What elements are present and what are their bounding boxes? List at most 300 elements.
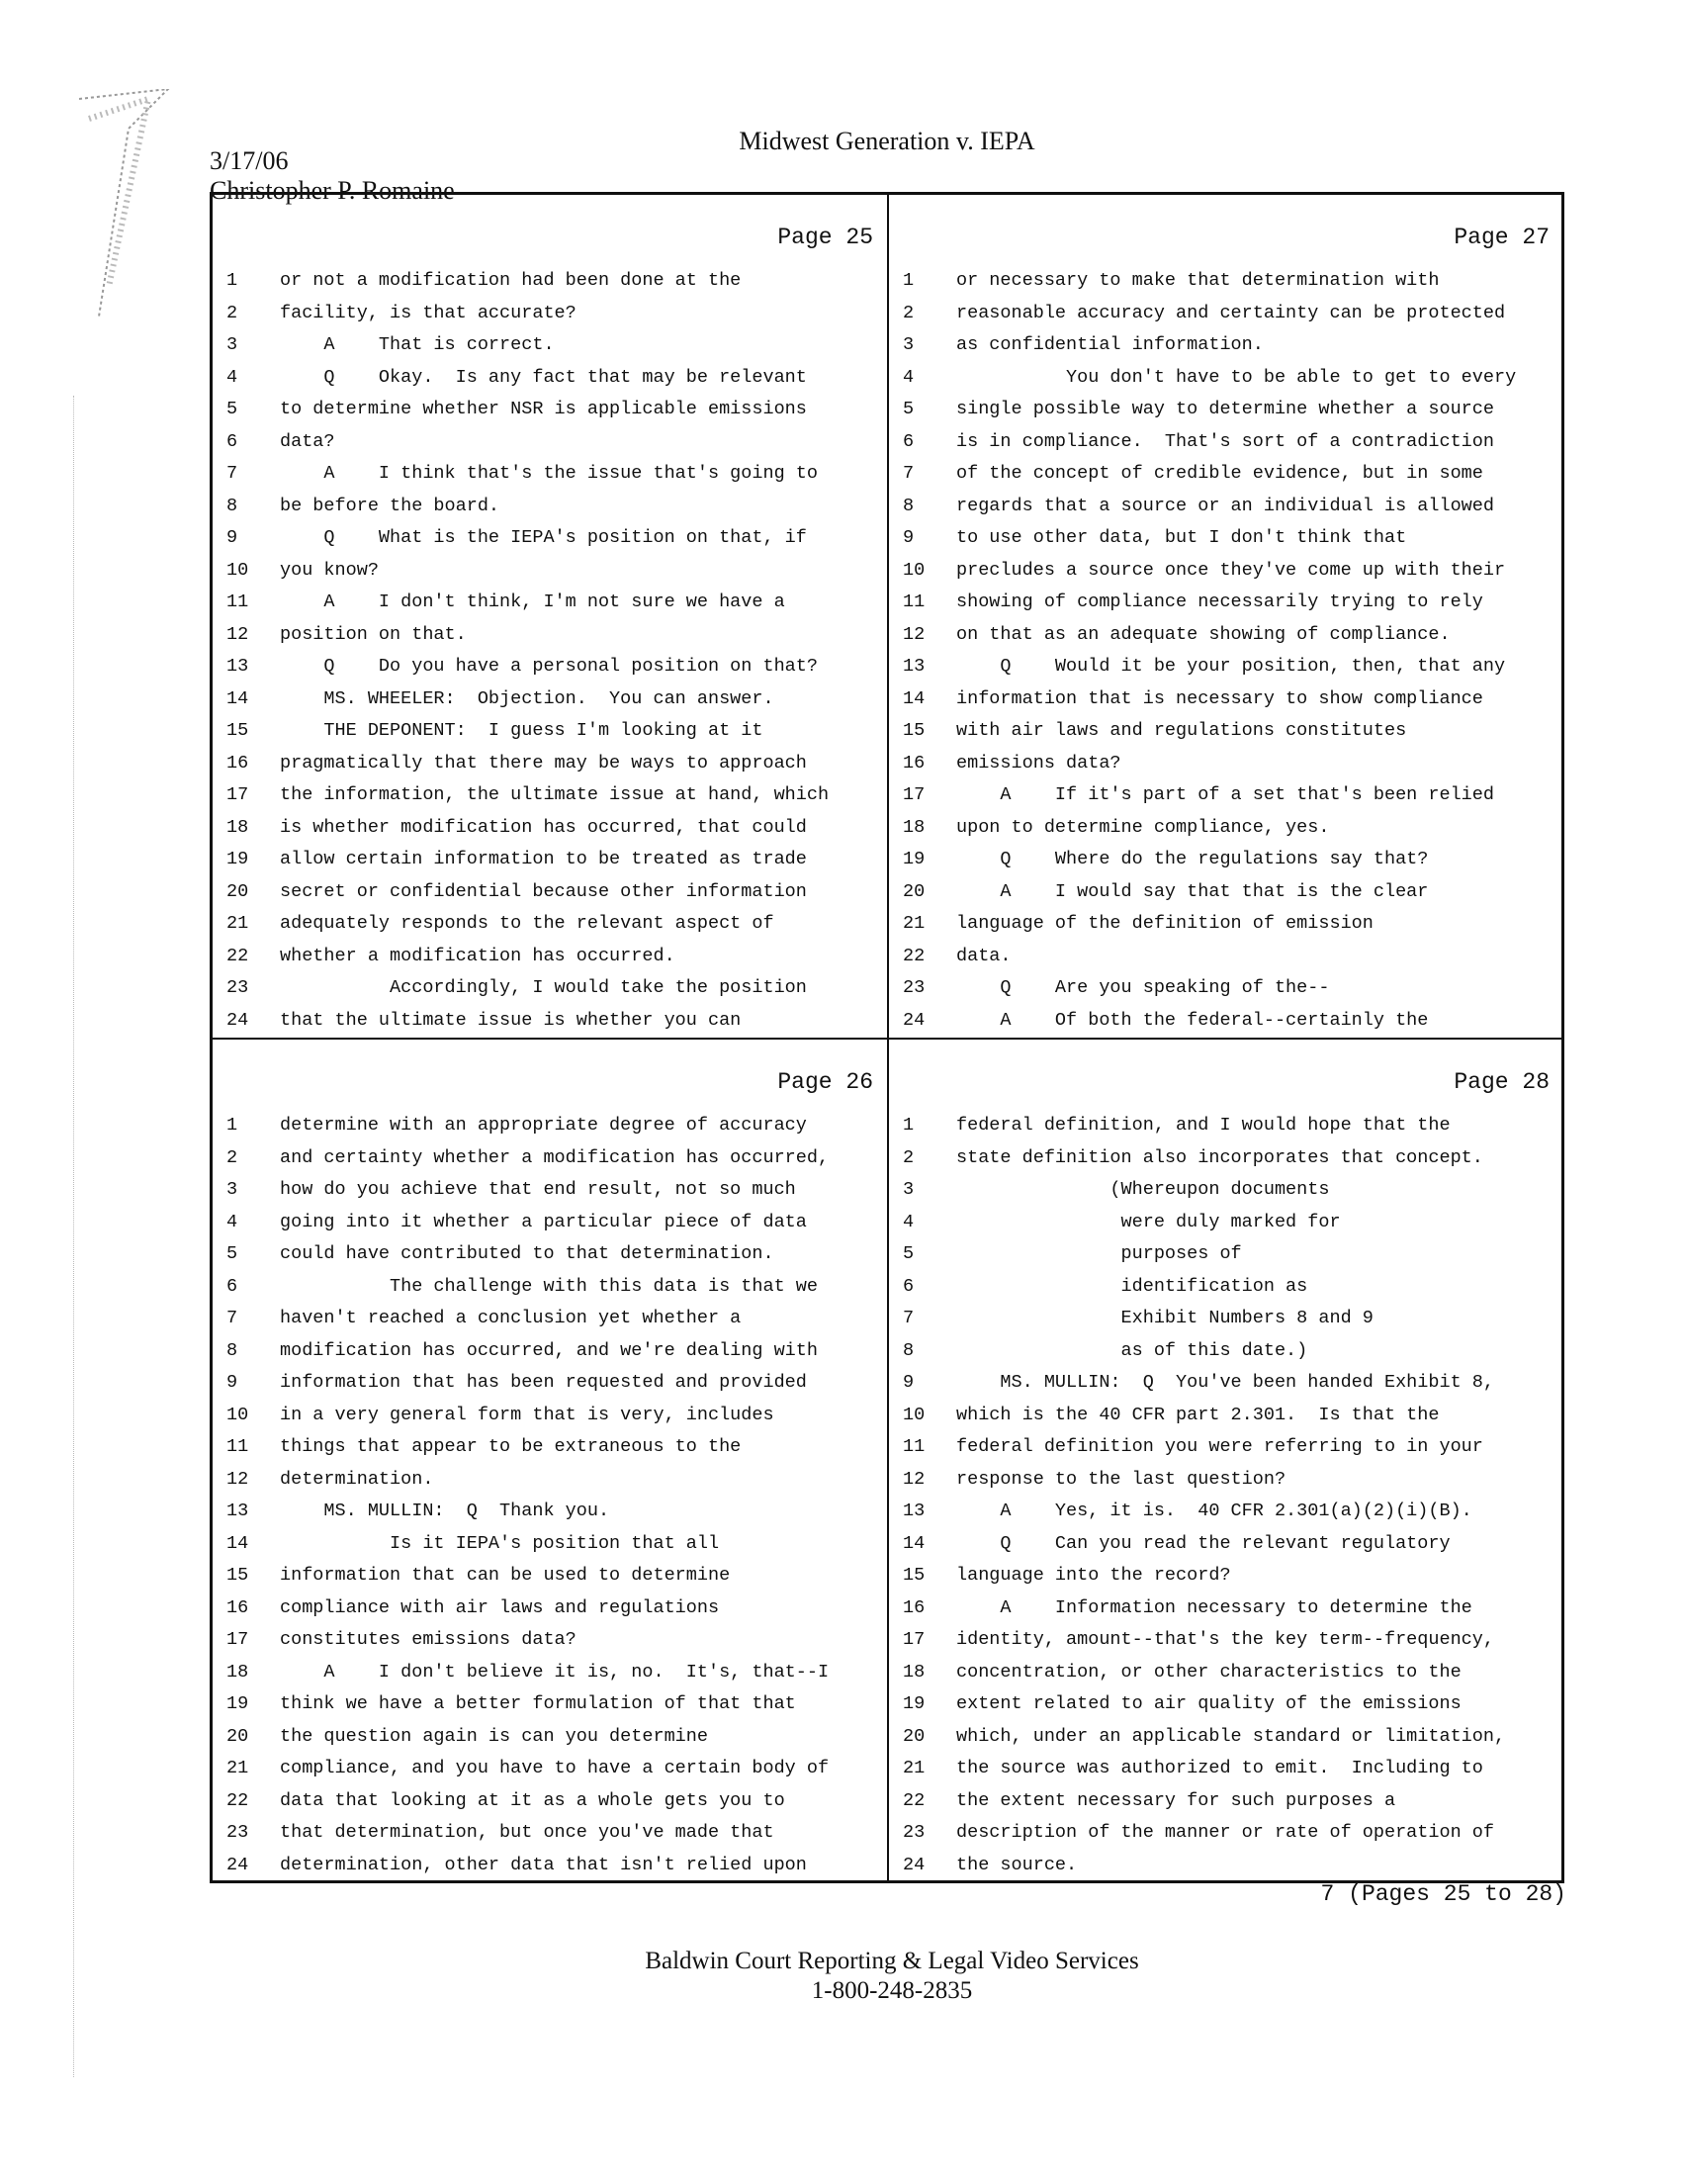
line-text: (Whereupon documents	[956, 1179, 1330, 1200]
transcript-line	[213, 946, 887, 978]
transcript-page-26	[213, 1040, 887, 1882]
header-date: 3/17/06	[210, 146, 289, 175]
line-number: 22	[226, 1789, 249, 1811]
transcript-line	[889, 1565, 1563, 1597]
line-number: 23	[903, 1822, 926, 1843]
line-number: 24	[903, 1854, 926, 1875]
line-text: information that has been requested and provided	[280, 1372, 807, 1393]
transcript-line	[213, 913, 887, 946]
line-text: haven't reached a conclusion yet whether a	[280, 1308, 742, 1328]
transcript-line	[889, 1501, 1563, 1533]
line-number: 16	[903, 1596, 926, 1618]
transcript-line	[213, 1726, 887, 1759]
page-label: Page 25	[777, 225, 873, 250]
transcript-line	[213, 399, 887, 431]
line-text: to determine whether NSR is applicable emissions	[280, 399, 807, 419]
line-number: 23	[226, 1822, 249, 1843]
transcript-line	[889, 1629, 1563, 1662]
line-text: A I think that's the issue that's going to	[280, 463, 818, 484]
line-text: A If it's part of a set that's been relied	[956, 784, 1494, 805]
line-number: 20	[226, 1725, 249, 1747]
transcript-page-28	[889, 1040, 1563, 1882]
transcript-line	[889, 560, 1563, 592]
transcript-line	[889, 1726, 1563, 1759]
line-text: THE DEPONENT: I guess I'm looking at it	[280, 720, 763, 741]
transcript-line	[213, 1243, 887, 1276]
line-text: determine with an appropriate degree of accuracy	[280, 1115, 807, 1136]
transcript-line	[213, 1147, 887, 1180]
transcript-line	[889, 431, 1563, 464]
transcript-line	[213, 1758, 887, 1790]
line-number: 3	[903, 334, 915, 355]
line-number: 10	[226, 1404, 249, 1425]
page-label: Page 28	[1454, 1069, 1550, 1095]
line-text: state definition also incorporates that concept.	[956, 1146, 1483, 1168]
transcript-line	[213, 560, 887, 592]
line-number: 17	[226, 784, 249, 805]
line-text: MS. WHEELER: Objection. You can answer.	[280, 687, 774, 709]
line-number: 18	[903, 816, 926, 838]
transcript-line	[889, 592, 1563, 624]
transcript-line	[889, 624, 1563, 657]
line-text: facility, is that accurate?	[280, 302, 576, 323]
transcript-page-25	[213, 195, 887, 1038]
line-number: 5	[226, 1243, 238, 1264]
line-text: MS. MULLIN: Q Thank you.	[280, 1501, 610, 1521]
line-number: 6	[903, 430, 915, 452]
line-text: data that looking at it as a whole gets you to	[280, 1789, 785, 1811]
line-text: language into the record?	[956, 1565, 1231, 1586]
line-text: the source.	[956, 1854, 1078, 1875]
line-number: 6	[226, 1275, 238, 1297]
footer-phone: 1-800-248-2835	[811, 1977, 973, 2004]
transcript-line	[889, 881, 1563, 914]
line-text: Q Can you read the relevant regulatory	[956, 1532, 1451, 1554]
page-lines	[889, 270, 1563, 1042]
transcript-line	[213, 1790, 887, 1823]
line-number: 21	[903, 1758, 926, 1778]
line-text: as confidential information.	[956, 334, 1264, 355]
line-number: 18	[903, 1661, 926, 1683]
transcript-line	[213, 977, 887, 1010]
line-number: 11	[226, 592, 249, 612]
footer-company: Baldwin Court Reporting & Legal Video Services	[645, 1948, 1139, 1974]
transcript-line	[213, 1629, 887, 1662]
transcript-line	[889, 1276, 1563, 1309]
transcript-line	[213, 1276, 887, 1309]
line-number: 14	[903, 1532, 926, 1554]
line-text: in a very general form that is very, includes	[280, 1404, 774, 1425]
transcript-line	[889, 913, 1563, 946]
scan-edge-dots	[73, 396, 78, 2077]
header-case-title: Midwest Generation v. IEPA	[739, 127, 1035, 155]
transcript-line	[889, 270, 1563, 303]
line-number: 3	[903, 1179, 915, 1200]
transcript-line	[213, 592, 887, 624]
transcript-line	[889, 1533, 1563, 1566]
line-number: 19	[226, 849, 249, 869]
transcript-line	[213, 431, 887, 464]
transcript-line	[213, 1662, 887, 1694]
transcript-line	[889, 527, 1563, 560]
line-number: 19	[226, 1693, 249, 1714]
transcript-line	[213, 1372, 887, 1405]
line-number: 2	[226, 302, 238, 323]
line-number: 17	[903, 784, 926, 805]
line-text: that determination, but once you've made that	[280, 1822, 774, 1843]
line-text: MS. MULLIN: Q You've been handed Exhibit 8,	[956, 1372, 1494, 1393]
line-number: 2	[903, 1146, 915, 1168]
transcript-line	[213, 1565, 887, 1597]
line-text: and certainty whether a modification has occurred,	[280, 1146, 830, 1168]
line-number: 13	[903, 1501, 926, 1521]
transcript-line	[889, 1308, 1563, 1340]
line-text: Q Would it be your position, then, that any	[956, 656, 1506, 677]
scan-artifact-mark	[69, 89, 178, 326]
transcript-line	[213, 496, 887, 528]
transcript-line	[213, 270, 887, 303]
transcript-line	[889, 1758, 1563, 1790]
line-number: 23	[226, 977, 249, 998]
line-number: 19	[903, 849, 926, 869]
line-number: 24	[903, 1009, 926, 1031]
page-lines	[889, 1115, 1563, 1886]
line-number: 15	[226, 1565, 249, 1586]
transcript-line	[213, 656, 887, 688]
transcript-line	[213, 463, 887, 496]
line-text: with air laws and regulations constitutes	[956, 720, 1407, 741]
line-text: single possible way to determine whether a source	[956, 399, 1494, 419]
line-text: allow certain information to be treated as trade	[280, 849, 807, 869]
line-text: federal definition, and I would hope that the	[956, 1115, 1451, 1136]
line-text: A Of both the federal--certainly the	[956, 1009, 1429, 1031]
line-number: 11	[903, 1436, 926, 1457]
transcript-line	[889, 496, 1563, 528]
transcript-line	[889, 1372, 1563, 1405]
transcript-line	[889, 784, 1563, 817]
line-number: 15	[903, 720, 926, 741]
line-text: A Yes, it is. 40 CFR 2.301(a)(2)(i)(B).	[956, 1501, 1472, 1521]
line-text: to use other data, but I don't think that	[956, 527, 1407, 548]
line-text: reasonable accuracy and certainty can be protected	[956, 302, 1506, 323]
page-label: Page 26	[777, 1069, 873, 1095]
line-text: The challenge with this data is that we	[280, 1275, 818, 1297]
line-number: 21	[903, 913, 926, 934]
line-text: compliance, and you have to have a certain body of	[280, 1758, 830, 1778]
transcript-line	[213, 817, 887, 850]
transcript-line	[889, 753, 1563, 785]
transcript-line	[889, 399, 1563, 431]
line-text: is in compliance. That's sort of a contradiction	[956, 430, 1494, 452]
line-text: A I don't believe it is, no. It's, that--I	[280, 1661, 830, 1683]
transcript-line	[889, 463, 1563, 496]
transcript-line	[889, 334, 1563, 367]
line-text: going into it whether a particular piece of data	[280, 1211, 807, 1232]
line-text: concentration, or other characteristics to the	[956, 1661, 1462, 1683]
line-number: 6	[226, 430, 238, 452]
transcript-line	[213, 527, 887, 560]
line-number: 17	[903, 1629, 926, 1650]
line-text: Q Are you speaking of the--	[956, 977, 1330, 998]
line-number: 23	[903, 977, 926, 998]
transcript-line	[889, 1662, 1563, 1694]
line-number: 9	[903, 1372, 915, 1393]
line-text: you know?	[280, 559, 379, 581]
line-text: be before the board.	[280, 495, 500, 516]
line-number: 12	[903, 1468, 926, 1490]
line-number: 1	[903, 1115, 915, 1136]
line-text: Is it IEPA's position that all	[280, 1532, 720, 1554]
line-text: the question again is can you determine	[280, 1725, 708, 1747]
line-text: response to the last question?	[956, 1468, 1286, 1490]
line-number: 1	[226, 1115, 238, 1136]
line-text: information that is necessary to show compliance	[956, 687, 1483, 709]
line-text: showing of compliance necessarily trying to rely	[956, 592, 1483, 612]
line-number: 3	[226, 334, 238, 355]
line-number: 15	[226, 720, 249, 741]
line-number: 22	[903, 945, 926, 966]
line-text: Q Do you have a personal position on that?	[280, 656, 818, 677]
transcript-line	[889, 1212, 1563, 1244]
line-text: whether a modification has occurred.	[280, 945, 675, 966]
line-number: 14	[903, 687, 926, 709]
line-number: 21	[226, 913, 249, 934]
transcript-line	[213, 1501, 887, 1533]
line-number: 12	[226, 1468, 249, 1490]
line-text: data?	[280, 430, 335, 452]
line-number: 24	[226, 1009, 249, 1031]
transcript-line	[213, 1822, 887, 1855]
line-text: things that appear to be extraneous to the	[280, 1436, 742, 1457]
line-number: 20	[903, 1725, 926, 1747]
line-number: 5	[903, 1243, 915, 1264]
transcript-line	[213, 1855, 887, 1887]
line-text: Q Okay. Is any fact that may be relevant	[280, 366, 807, 388]
transcript-line	[889, 367, 1563, 400]
header-witness: Christopher P. Romaine	[210, 176, 455, 205]
line-text: federal definition you were referring to in your	[956, 1436, 1483, 1457]
transcript-line	[889, 1597, 1563, 1630]
line-text: A That is correct.	[280, 334, 555, 355]
line-text: is whether modification has occurred, that could	[280, 816, 807, 838]
line-text: Q What is the IEPA's position on that, if	[280, 527, 807, 548]
transcript-line	[213, 303, 887, 335]
line-number: 13	[226, 656, 249, 677]
transcript-line	[213, 1693, 887, 1726]
line-text: information that can be used to determine	[280, 1565, 731, 1586]
transcript-line	[889, 817, 1563, 850]
line-text: extent related to air quality of the emissions	[956, 1693, 1462, 1714]
line-text: or not a modification had been done at the	[280, 270, 742, 291]
line-number: 2	[226, 1146, 238, 1168]
line-number: 5	[226, 399, 238, 419]
line-text: that the ultimate issue is whether you can	[280, 1009, 742, 1031]
transcript-line	[889, 1010, 1563, 1043]
line-number: 15	[903, 1565, 926, 1586]
line-text: A I don't think, I'm not sure we have a	[280, 592, 785, 612]
line-number: 13	[903, 656, 926, 677]
line-text: pragmatically that there may be ways to approach	[280, 752, 807, 774]
transcript-line	[213, 1533, 887, 1566]
line-number: 19	[903, 1693, 926, 1714]
line-number: 1	[226, 270, 238, 291]
line-number: 18	[226, 816, 249, 838]
line-number: 10	[903, 1404, 926, 1425]
transcript-line	[889, 1243, 1563, 1276]
transcript-sheet	[210, 192, 1564, 1883]
line-text: upon to determine compliance, yes.	[956, 816, 1330, 838]
line-text: on that as an adequate showing of compliance.	[956, 623, 1451, 645]
footer-page-range: 7 (Pages 25 to 28)	[1320, 1881, 1566, 1907]
line-number: 11	[226, 1436, 249, 1457]
line-number: 9	[226, 527, 238, 548]
transcript-line	[889, 303, 1563, 335]
line-text: data.	[956, 945, 1012, 966]
page-lines	[213, 270, 887, 1042]
line-number: 12	[226, 623, 249, 645]
transcript-line	[213, 1340, 887, 1373]
line-number: 13	[226, 1501, 249, 1521]
line-text: Accordingly, I would take the position	[280, 977, 807, 998]
line-number: 2	[903, 302, 915, 323]
line-text: as of this date.)	[956, 1339, 1308, 1361]
line-number: 7	[226, 1308, 238, 1328]
line-text: could have contributed to that determination.	[280, 1243, 774, 1264]
line-text: A Information necessary to determine the	[956, 1596, 1472, 1618]
line-text: determination.	[280, 1468, 434, 1490]
transcript-line	[213, 1115, 887, 1147]
transcript-line	[889, 720, 1563, 753]
transcript-line	[213, 688, 887, 721]
transcript-line	[889, 946, 1563, 978]
transcript-page-27	[889, 195, 1563, 1038]
line-number: 14	[226, 1532, 249, 1554]
line-number: 10	[226, 559, 249, 581]
line-number: 17	[226, 1629, 249, 1650]
line-number: 1	[903, 270, 915, 291]
line-number: 9	[903, 527, 915, 548]
line-text: identification as	[956, 1275, 1308, 1297]
transcript-line	[213, 753, 887, 785]
line-text: how do you achieve that end result, not so much	[280, 1179, 796, 1200]
line-number: 10	[903, 559, 926, 581]
transcript-line	[889, 1790, 1563, 1823]
transcript-line	[213, 784, 887, 817]
line-number: 7	[903, 463, 915, 484]
line-text: emissions data?	[956, 752, 1121, 774]
page-lines	[213, 1115, 887, 1886]
line-text: which is the 40 CFR part 2.301. Is that the	[956, 1404, 1440, 1425]
transcript-line	[213, 1010, 887, 1043]
line-number: 8	[903, 495, 915, 516]
line-number: 22	[903, 1789, 926, 1811]
line-text: think we have a better formulation of that that	[280, 1693, 796, 1714]
page-label: Page 27	[1454, 225, 1550, 250]
line-text: of the concept of credible evidence, but in some	[956, 463, 1483, 484]
line-text: adequately responds to the relevant aspect of	[280, 913, 774, 934]
line-text: or necessary to make that determination with	[956, 270, 1440, 291]
transcript-line	[213, 881, 887, 914]
line-text: position on that.	[280, 623, 467, 645]
line-number: 8	[903, 1339, 915, 1361]
line-text: Q Where do the regulations say that?	[956, 849, 1429, 869]
transcript-line	[889, 688, 1563, 721]
line-number: 22	[226, 945, 249, 966]
transcript-line	[213, 1405, 887, 1437]
line-text: language of the definition of emission	[956, 913, 1374, 934]
line-text: the source was authorized to emit. Including to	[956, 1758, 1483, 1778]
line-text: modification has occurred, and we're dealing with	[280, 1339, 818, 1361]
line-number: 12	[903, 623, 926, 645]
line-number: 16	[226, 752, 249, 774]
transcript-line	[889, 1179, 1563, 1212]
line-number: 6	[903, 1275, 915, 1297]
line-text: secret or confidential because other information	[280, 880, 807, 902]
footer	[0, 1947, 1685, 2006]
transcript-line	[213, 367, 887, 400]
line-number: 21	[226, 1758, 249, 1778]
line-text: A I would say that that is the clear	[956, 880, 1429, 902]
line-number: 4	[226, 366, 238, 388]
line-number: 8	[226, 1339, 238, 1361]
line-number: 9	[226, 1372, 238, 1393]
transcript-line	[213, 1436, 887, 1469]
line-text: precludes a source once they've come up with their	[956, 559, 1506, 581]
line-number: 7	[226, 463, 238, 484]
transcript-line	[889, 1469, 1563, 1502]
line-number: 11	[903, 592, 926, 612]
line-text: determination, other data that isn't relied upon	[280, 1854, 807, 1875]
line-number: 4	[903, 1211, 915, 1232]
transcript-line	[889, 656, 1563, 688]
transcript-line	[889, 1115, 1563, 1147]
line-text: regards that a source or an individual is allowed	[956, 495, 1494, 516]
transcript-line	[213, 1212, 887, 1244]
line-number: 24	[226, 1854, 249, 1875]
line-number: 16	[226, 1596, 249, 1618]
line-text: were duly marked for	[956, 1211, 1341, 1232]
line-text: the extent necessary for such purposes a	[956, 1789, 1396, 1811]
line-text: the information, the ultimate issue at hand, which	[280, 784, 830, 805]
transcript-line	[889, 977, 1563, 1010]
line-number: 7	[903, 1308, 915, 1328]
line-text: constitutes emissions data?	[280, 1629, 576, 1650]
transcript-line	[213, 334, 887, 367]
line-text: You don't have to be able to get to every	[956, 366, 1517, 388]
transcript-line	[889, 849, 1563, 881]
line-text: compliance with air laws and regulations	[280, 1596, 720, 1618]
line-number: 20	[903, 880, 926, 902]
line-number: 4	[903, 366, 915, 388]
transcript-line	[889, 1693, 1563, 1726]
transcript-line	[213, 1308, 887, 1340]
line-text: identity, amount--that's the key term--frequency,	[956, 1629, 1494, 1650]
line-number: 4	[226, 1211, 238, 1232]
line-number: 18	[226, 1661, 249, 1683]
transcript-line	[213, 1179, 887, 1212]
line-text: Exhibit Numbers 8 and 9	[956, 1308, 1374, 1328]
transcript-line	[213, 1597, 887, 1630]
transcript-line	[213, 849, 887, 881]
line-number: 8	[226, 495, 238, 516]
transcript-line	[889, 1405, 1563, 1437]
line-number: 3	[226, 1179, 238, 1200]
line-number: 16	[903, 752, 926, 774]
transcript-line	[213, 624, 887, 657]
transcript-line	[889, 1436, 1563, 1469]
line-number: 14	[226, 687, 249, 709]
transcript-line	[889, 1340, 1563, 1373]
